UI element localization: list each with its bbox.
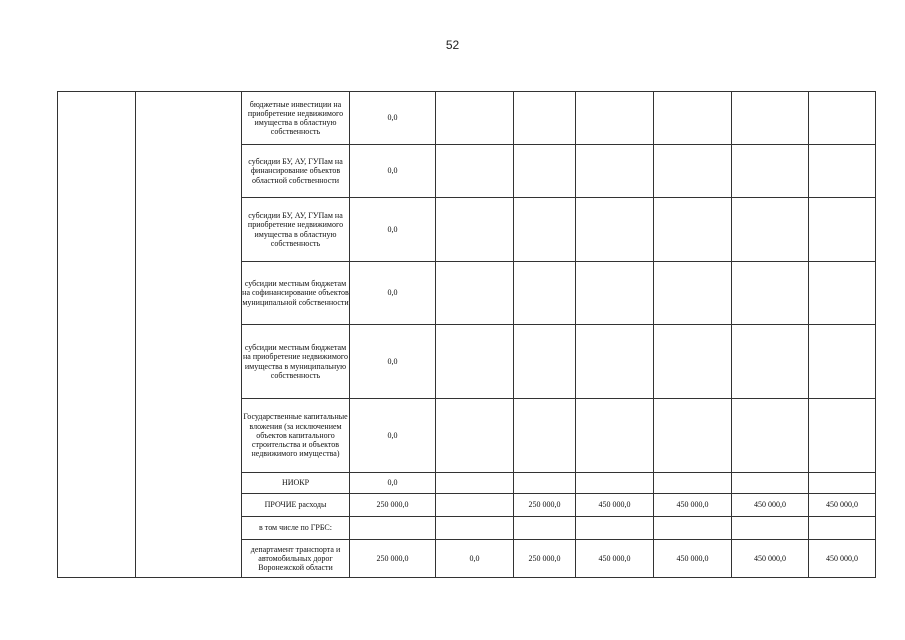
value-cell	[732, 399, 809, 473]
row-description: НИОКР	[242, 473, 350, 494]
value-cell	[654, 399, 732, 473]
value-cell	[654, 92, 732, 145]
value-cell	[732, 262, 809, 325]
value-cell: 450 000,0	[809, 540, 876, 578]
row-description: департамент транспорта и автомобильных дорог Воронежской области	[242, 540, 350, 578]
table-cell-empty	[58, 92, 136, 578]
row-description: субсидии БУ, АУ, ГУПам на приобретение недвижимого имущества в областную собственность	[242, 198, 350, 262]
value-cell: 450 000,0	[809, 494, 876, 517]
value-cell: 450 000,0	[576, 494, 654, 517]
value-cell	[809, 473, 876, 494]
value-cell	[350, 517, 436, 540]
budget-table	[57, 91, 876, 578]
value-cell: 450 000,0	[654, 540, 732, 578]
value-cell: 250 000,0	[514, 494, 576, 517]
value-cell: 450 000,0	[576, 540, 654, 578]
value-cell	[809, 198, 876, 262]
value-cell	[809, 92, 876, 145]
value-cell: 0,0	[350, 473, 436, 494]
value-cell	[654, 262, 732, 325]
value-cell: 450 000,0	[654, 494, 732, 517]
value-cell: 250 000,0	[514, 540, 576, 578]
value-cell	[436, 494, 514, 517]
value-cell: 0,0	[350, 262, 436, 325]
value-cell	[732, 145, 809, 198]
value-cell: 0,0	[350, 145, 436, 198]
value-cell	[576, 262, 654, 325]
value-cell	[732, 473, 809, 494]
value-cell	[514, 145, 576, 198]
value-cell	[514, 473, 576, 494]
value-cell	[809, 145, 876, 198]
value-cell	[654, 473, 732, 494]
row-description: ПРОЧИЕ расходы	[242, 494, 350, 517]
value-cell: 0,0	[350, 92, 436, 145]
value-cell: 0,0	[350, 198, 436, 262]
value-cell	[436, 262, 514, 325]
value-cell	[732, 325, 809, 399]
value-cell	[436, 198, 514, 262]
value-cell	[809, 262, 876, 325]
value-cell	[436, 517, 514, 540]
value-cell	[436, 145, 514, 198]
value-cell	[436, 399, 514, 473]
value-cell	[809, 325, 876, 399]
value-cell	[654, 517, 732, 540]
value-cell: 0,0	[350, 325, 436, 399]
table-cell-empty	[136, 92, 242, 578]
value-cell	[514, 198, 576, 262]
value-cell	[436, 473, 514, 494]
row-description: Государственные капитальные вложения (за исключением объектов капитального строительства и объектов недвижимого имущества)	[242, 399, 350, 473]
value-cell	[576, 198, 654, 262]
row-description: бюджетные инвестиции на приобретение недвижимого имущества в областную собственность	[242, 92, 350, 145]
value-cell	[436, 325, 514, 399]
value-cell	[732, 517, 809, 540]
value-cell: 450 000,0	[732, 494, 809, 517]
value-cell	[576, 92, 654, 145]
value-cell	[576, 473, 654, 494]
row-description: в том числе по ГРБС:	[242, 517, 350, 540]
value-cell	[732, 92, 809, 145]
value-cell	[576, 517, 654, 540]
value-cell: 0,0	[436, 540, 514, 578]
value-cell	[514, 517, 576, 540]
value-cell	[576, 325, 654, 399]
value-cell	[654, 325, 732, 399]
page-number: 52	[445, 38, 460, 52]
value-cell: 450 000,0	[732, 540, 809, 578]
value-cell	[576, 145, 654, 198]
value-cell: 250 000,0	[350, 494, 436, 517]
value-cell	[732, 198, 809, 262]
value-cell	[514, 92, 576, 145]
row-description: субсидии БУ, АУ, ГУПам на финансирование объектов областной собственности	[242, 145, 350, 198]
value-cell	[514, 325, 576, 399]
row-description: субсидии местным бюджетам на софинансирование объектов муниципальной собственности	[242, 262, 350, 325]
value-cell	[809, 399, 876, 473]
value-cell	[514, 262, 576, 325]
value-cell: 250 000,0	[350, 540, 436, 578]
value-cell: 0,0	[350, 399, 436, 473]
row-description: субсидии местным бюджетам на приобретение недвижимого имущества в муниципальную собственность	[242, 325, 350, 399]
value-cell	[514, 399, 576, 473]
value-cell	[436, 92, 514, 145]
value-cell	[576, 399, 654, 473]
value-cell	[654, 145, 732, 198]
table-row	[58, 92, 876, 145]
value-cell	[654, 198, 732, 262]
value-cell	[809, 517, 876, 540]
